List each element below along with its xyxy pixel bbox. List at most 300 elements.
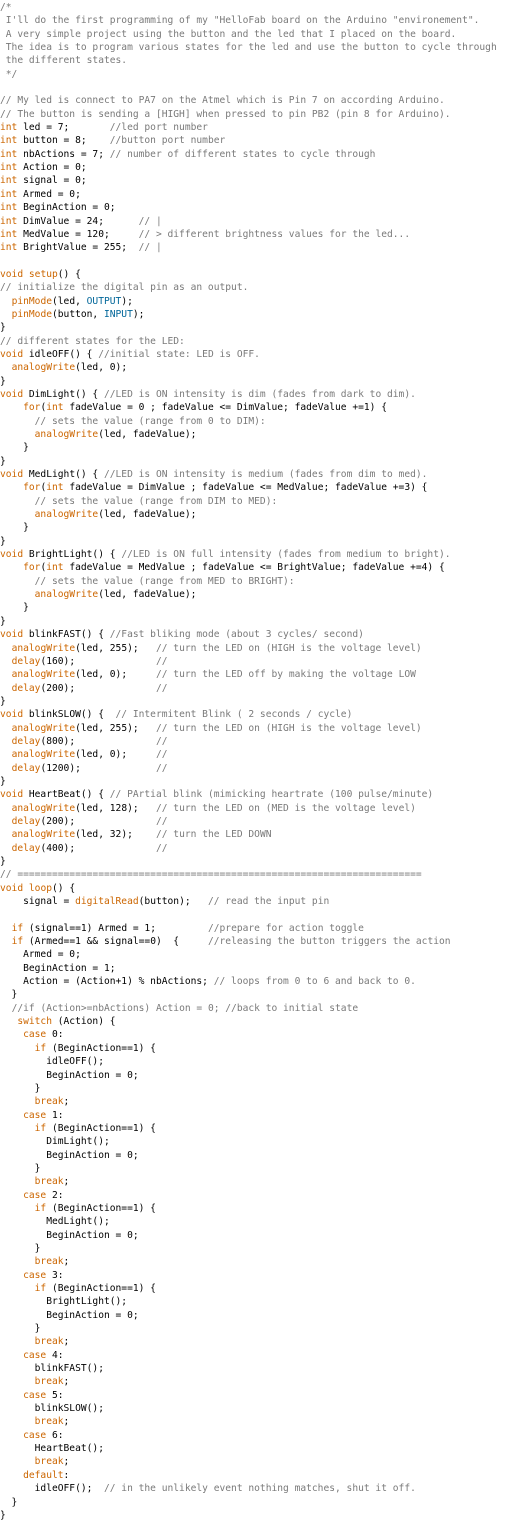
code-text: [0, 1176, 35, 1187]
code-text: (BeginAction==1) {: [46, 1042, 156, 1054]
code-text: }: [0, 522, 29, 534]
code-text: HeartBeat() {: [23, 789, 110, 801]
code-text: [0, 1470, 23, 1481]
code-text: [0, 296, 12, 307]
code-line: [0, 1309, 520, 1322]
code-text: [0, 923, 12, 934]
code-line: [0, 615, 520, 628]
code-comment: // initialize the digital pin as an output.: [0, 282, 249, 294]
code-text: }: [0, 535, 6, 547]
code-text: (led, 0);: [75, 362, 128, 374]
code-text: [0, 683, 12, 694]
code-line: [0, 521, 520, 534]
code-text: 4:: [46, 1349, 64, 1361]
code-text: blinkSLOW() {: [23, 709, 116, 721]
code-text: [0, 1256, 35, 1267]
code-line: [0, 81, 520, 94]
code-line: [0, 321, 520, 334]
code-text: (400);: [40, 842, 156, 854]
code-line: [0, 642, 520, 655]
code-line: [0, 842, 520, 855]
code-text: }: [0, 442, 29, 454]
code-text: (800);: [40, 735, 156, 747]
code-text: [0, 1003, 12, 1014]
code-text: (led, 0);: [75, 749, 156, 761]
code-comment: */: [0, 68, 18, 80]
code-keyword: delay: [11, 815, 41, 827]
code-keyword: void: [0, 268, 24, 280]
code-text: () {: [52, 882, 76, 894]
code-text: ;: [63, 1456, 70, 1468]
code-text: BrightLight() {: [23, 549, 122, 561]
code-line: [0, 1002, 520, 1015]
code-line: [0, 188, 520, 201]
code-text: signal = 0;: [17, 175, 87, 187]
code-text: (1200);: [40, 762, 156, 774]
code-line: [0, 1082, 520, 1095]
code-keyword: if: [34, 1122, 47, 1134]
code-text: fadeValue = MedValue ; fadeValue <= BrightValue; fadeValue +=4) {: [63, 562, 445, 574]
code-line: [0, 1335, 520, 1348]
code-comment: // ======================================================================: [0, 869, 422, 881]
code-line: [0, 1295, 520, 1308]
code-line: [0, 588, 520, 601]
code-text: MedValue = 120;: [17, 228, 139, 240]
code-text: }: [0, 602, 29, 614]
code-text: }: [0, 322, 6, 334]
code-keyword: int: [0, 122, 18, 134]
code-text: (160);: [40, 655, 156, 667]
code-text: nbActions = 7;: [17, 148, 110, 160]
code-comment: // read the input pin: [207, 896, 330, 908]
code-line: [0, 468, 520, 481]
code-text: ;: [63, 1096, 70, 1108]
code-line: [0, 295, 520, 308]
code-line: [0, 441, 520, 454]
code-text: (BeginAction==1) {: [46, 1283, 156, 1294]
code-line: [0, 1028, 520, 1041]
code-text: [0, 1190, 23, 1201]
code-keyword: int: [0, 228, 18, 240]
code-line: [0, 775, 520, 788]
code-text: [0, 1336, 35, 1347]
code-text: [0, 1456, 35, 1467]
code-text: }: [0, 1323, 41, 1335]
code-text: [0, 656, 12, 667]
code-text: (button);: [138, 896, 208, 908]
code-comment: //: [155, 842, 168, 854]
code-comment: //if (Action>=nbActions) Action = 0; //back to initial state: [11, 1002, 359, 1014]
code-line: [0, 361, 520, 374]
code-line: [0, 762, 520, 775]
code-keyword: void: [0, 549, 24, 561]
code-line: [0, 308, 520, 321]
code-keyword: case: [23, 1269, 47, 1281]
code-text: [0, 1350, 23, 1361]
code-text: BrightLight();: [0, 1296, 128, 1308]
code-text: BeginAction = 0;: [0, 1309, 139, 1321]
code-line: [0, 41, 520, 54]
code-line: [0, 68, 520, 81]
code-text: }: [0, 1509, 6, 1521]
code-text: ;: [63, 1176, 70, 1188]
code-text: [0, 1430, 23, 1441]
code-line: [0, 1069, 520, 1082]
code-text: }: [0, 989, 18, 1001]
code-line: [0, 375, 520, 388]
code-keyword: delay: [11, 762, 41, 774]
code-keyword: int: [0, 202, 18, 214]
code-comment: // turn the LED on (MED is the voltage level): [155, 802, 416, 814]
code-text: BeginAction = 1;: [0, 962, 116, 974]
code-text: [0, 723, 12, 734]
code-comment: // turn the LED on (HIGH is the voltage level): [155, 642, 422, 654]
code-keyword: int: [0, 162, 18, 174]
code-line: [0, 161, 520, 174]
code-comment: // PArtial blink (mimicking heartrate (100 pulse/minute): [109, 789, 434, 801]
code-keyword: void: [0, 709, 24, 721]
code-comment: //: [155, 762, 168, 774]
code-comment: //: [155, 735, 168, 747]
code-text: }: [0, 1162, 41, 1174]
code-line: [0, 695, 520, 708]
code-text: [0, 576, 35, 587]
code-text: [0, 1376, 35, 1387]
code-text: [0, 1016, 17, 1027]
code-line: [0, 1362, 520, 1375]
code-line: [0, 348, 520, 361]
code-line: [0, 1455, 520, 1468]
code-line: [0, 1269, 520, 1282]
code-keyword: break: [34, 1176, 64, 1188]
code-text: idleOFF();: [0, 1056, 104, 1068]
code-text: ;: [63, 1256, 70, 1268]
code-line: [0, 508, 520, 521]
code-keyword: break: [34, 1376, 64, 1388]
code-text: [0, 936, 12, 947]
code-text: MedLight() {: [23, 469, 104, 481]
code-keyword: void: [0, 789, 24, 801]
code-text: [0, 736, 12, 747]
code-text: idleOFF() {: [23, 348, 99, 360]
code-line: [0, 935, 520, 948]
code-comment: //: [155, 815, 168, 827]
code-comment: the different states.: [0, 55, 128, 67]
code-line: [0, 988, 520, 1001]
code-line: [0, 975, 520, 988]
code-keyword: for: [23, 402, 41, 414]
code-line: [0, 1482, 520, 1495]
code-keyword: if: [34, 1283, 47, 1294]
code-comment: // The button is sending a [HIGH] when pressed to pin PB2 (pin 8 for Arduino).: [0, 108, 451, 120]
code-text: [0, 309, 12, 320]
code-keyword: int: [0, 175, 18, 187]
code-comment: //: [155, 655, 168, 667]
code-text: (Action) {: [51, 1016, 116, 1028]
code-keyword: for: [23, 562, 41, 574]
code-text: (led, 0);: [75, 669, 156, 681]
code-text: () {: [57, 268, 81, 280]
code-text: [0, 1283, 35, 1294]
code-line: [0, 788, 520, 801]
code-line: [0, 228, 520, 241]
code-text: }: [0, 1242, 41, 1254]
code-text: [0, 763, 12, 774]
code-keyword: default: [23, 1469, 64, 1481]
code-line: [0, 1429, 520, 1442]
code-text: [0, 482, 23, 493]
code-line: [0, 1389, 520, 1402]
code-text: (led, 255);: [75, 642, 156, 654]
code-keyword: analogWrite: [11, 829, 76, 841]
code-keyword: digitalRead: [75, 896, 139, 908]
code-text: (200);: [40, 815, 156, 827]
code-line: [0, 601, 520, 614]
code-keyword: break: [34, 1256, 64, 1268]
code-text: (button,: [52, 308, 104, 320]
code-comment: //releasing the button triggers the action: [207, 936, 451, 948]
code-keyword: void: [0, 629, 24, 641]
code-keyword: int: [0, 148, 18, 160]
code-text: (: [40, 402, 47, 414]
code-text: [0, 589, 35, 600]
code-line: [0, 108, 520, 121]
code-text: [0, 362, 12, 373]
code-text: (BeginAction==1) {: [46, 1202, 156, 1214]
code-line: [0, 802, 520, 815]
code-text: }: [0, 775, 6, 787]
code-comment: // sets the value (range from MED to BRIGHT):: [34, 575, 295, 587]
code-text: (signal==1) Armed = 1;: [23, 922, 208, 934]
code-keyword: if: [34, 1202, 47, 1214]
code-text: [0, 562, 23, 573]
code-comment: // My led is connect to PA7 on the Atmel which is Pin 7 on according Arduino.: [0, 95, 445, 107]
code-line: [0, 682, 520, 695]
code-line: [0, 134, 520, 147]
code-line: [0, 1442, 520, 1455]
code-text: BeginAction = 0;: [17, 202, 116, 214]
code-text: (BeginAction==1) {: [46, 1122, 156, 1134]
code-line: [0, 1042, 520, 1055]
code-comment: //button port number: [109, 135, 226, 147]
code-text: [0, 1123, 35, 1134]
code-keyword: break: [34, 1336, 64, 1348]
code-text: [0, 843, 12, 854]
code-line: [0, 148, 520, 161]
code-text: ;: [63, 1336, 70, 1348]
code-text: [0, 829, 12, 840]
code-line: [0, 1175, 520, 1188]
code-keyword: int: [0, 188, 18, 200]
code-line: [0, 828, 520, 841]
code-text: Armed = 0;: [0, 949, 81, 961]
code-text: [0, 1029, 23, 1040]
code-line: [0, 868, 520, 881]
code-comment: // |: [138, 242, 162, 254]
code-line: [0, 14, 520, 27]
code-keyword: analogWrite: [11, 669, 76, 681]
code-line: [0, 1149, 520, 1162]
code-keyword: analogWrite: [34, 589, 99, 601]
code-keyword: pinMode: [11, 308, 52, 320]
code-text: 1:: [46, 1109, 64, 1121]
code-text: (led, fadeValue);: [98, 589, 197, 601]
code-line: [0, 1162, 520, 1175]
code-text: DimLight() {: [23, 388, 104, 400]
code-text: DimLight();: [0, 1136, 110, 1148]
code-text: 5:: [46, 1389, 64, 1401]
code-text: [0, 803, 12, 814]
code-comment: // sets the value (range from DIM to MED):: [34, 495, 278, 507]
code-comment: // sets the value (range from 0 to DIM):: [34, 415, 266, 427]
code-keyword: pinMode: [11, 295, 52, 307]
code-line: [0, 415, 520, 428]
code-keyword: int: [0, 242, 18, 254]
code-line: [0, 201, 520, 214]
code-line: [0, 1215, 520, 1228]
code-keyword: void: [0, 348, 24, 360]
code-line: [0, 908, 520, 921]
code-constant: OUTPUT: [86, 295, 122, 307]
code-line: [0, 215, 520, 228]
code-keyword: case: [23, 1109, 47, 1121]
code-line: [0, 455, 520, 468]
code-text: idleOFF();: [0, 1483, 104, 1495]
code-keyword: break: [34, 1456, 64, 1468]
code-line: [0, 535, 520, 548]
code-keyword: analogWrite: [11, 362, 76, 374]
code-line: [0, 735, 520, 748]
code-keyword: int: [0, 135, 18, 147]
code-line: [0, 1229, 520, 1242]
code-keyword: break: [34, 1416, 64, 1428]
code-comment: A very simple project using the button and the led that I placed on the board.: [0, 28, 457, 40]
code-keyword: switch: [17, 1016, 52, 1028]
code-text: [0, 1096, 35, 1107]
code-line: [0, 1415, 520, 1428]
code-keyword: analogWrite: [11, 749, 76, 761]
code-line: [0, 255, 520, 268]
code-text: blinkFAST();: [0, 1363, 104, 1375]
code-line: [0, 668, 520, 681]
code-text: }: [0, 695, 6, 707]
code-comment: I'll do the first programming of my "HelloFab board on the Arduino "environement".: [0, 15, 480, 27]
code-comment: // loops from 0 to 6 and back to 0.: [213, 976, 416, 988]
code-comment: //: [155, 682, 168, 694]
code-text: [0, 1390, 23, 1401]
code-line: [0, 1109, 520, 1122]
code-line: [0, 335, 520, 348]
code-keyword: case: [23, 1029, 47, 1041]
code-line: [0, 561, 520, 574]
code-text: (Armed==1 && signal==0) {: [23, 936, 208, 948]
code-keyword: int: [46, 562, 64, 574]
code-line: [0, 388, 520, 401]
code-keyword: delay: [11, 655, 41, 667]
code-comment: //LED is ON intensity is medium (fades from dim to med).: [103, 469, 428, 481]
code-text: (led,: [52, 295, 87, 307]
code-keyword: if: [11, 922, 24, 934]
code-keyword: case: [23, 1349, 47, 1361]
code-comment: // |: [138, 215, 162, 227]
code-keyword: delay: [11, 842, 41, 854]
code-text: );: [132, 308, 145, 320]
code-comment: //: [155, 749, 168, 761]
code-line: [0, 1202, 520, 1215]
code-text: :: [63, 1469, 70, 1481]
code-line: [0, 121, 520, 134]
code-line: [0, 575, 520, 588]
code-text: fadeValue = DimValue ; fadeValue <= MedValue; fadeValue +=3) {: [63, 482, 428, 494]
code-text: (led, fadeValue);: [98, 429, 197, 440]
code-comment: //Fast bliking mode (about 3 cycles/ second): [109, 629, 364, 641]
code-comment: // > different brightness values for the led...: [138, 228, 411, 240]
code-line: [0, 948, 520, 961]
code-line: [0, 1375, 520, 1388]
code-line: [0, 748, 520, 761]
code-comment: // turn the LED off by making the voltage LOW: [155, 669, 416, 681]
code-line: [0, 268, 520, 281]
code-line: [0, 922, 520, 935]
code-line: [0, 1122, 520, 1135]
code-text: }: [0, 375, 6, 387]
code-line: [0, 1242, 520, 1255]
code-line: [0, 481, 520, 494]
code-text: HeartBeat();: [0, 1443, 104, 1455]
code-text: }: [0, 1496, 18, 1508]
code-line: [0, 1509, 520, 1522]
code-line: [0, 815, 520, 828]
code-text: Action = 0;: [17, 162, 87, 174]
code-text: [0, 1270, 23, 1281]
code-keyword: void: [0, 882, 24, 894]
code-text: [0, 402, 23, 413]
code-line: [0, 495, 520, 508]
code-text: }: [0, 615, 6, 627]
code-line: [0, 1322, 520, 1335]
code-text: Armed = 0;: [17, 188, 81, 200]
code-keyword: analogWrite: [34, 429, 99, 440]
code-line: [0, 1135, 520, 1148]
code-line: [0, 1496, 520, 1509]
code-keyword: int: [0, 215, 18, 227]
code-keyword: for: [23, 482, 41, 494]
code-line: [0, 895, 520, 908]
code-keyword: case: [23, 1389, 47, 1401]
code-text: [0, 669, 12, 680]
code-comment: // Intermitent Blink ( 2 seconds / cycle): [115, 709, 353, 721]
code-constant: INPUT: [103, 308, 133, 320]
code-text: BeginAction = 0;: [0, 1149, 139, 1161]
code-line: [0, 855, 520, 868]
code-text: [0, 509, 35, 520]
code-comment: The idea is to program various states for the led and use the button to cycle through: [0, 42, 497, 54]
code-line: [0, 1469, 520, 1482]
code-comment: // in the unlikely event nothing matches, shut it off.: [103, 1483, 416, 1495]
code-keyword: analogWrite: [11, 722, 76, 734]
code-line: [0, 1349, 520, 1362]
code-text: button = 8;: [17, 135, 110, 147]
code-line: [0, 174, 520, 187]
code-keyword: if: [11, 936, 24, 948]
code-line: [0, 882, 520, 895]
code-text: 3:: [46, 1269, 64, 1281]
code-text: BeginAction = 0;: [0, 1229, 139, 1241]
code-text: led = 7;: [17, 122, 110, 134]
code-text: (: [40, 482, 47, 494]
code-text: [0, 1110, 23, 1121]
code-text: [0, 643, 12, 654]
